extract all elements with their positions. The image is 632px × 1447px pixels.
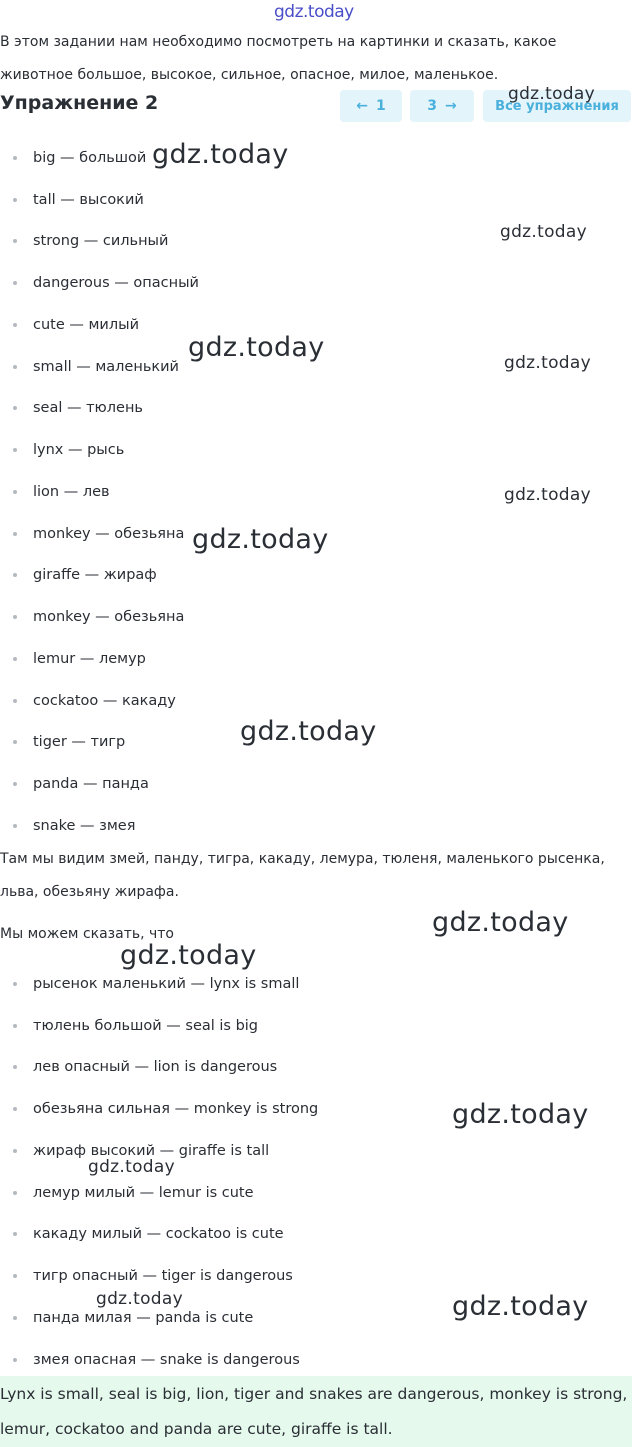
list-item: strong — сильный (0, 221, 620, 263)
list-item: lynx — рысь (0, 429, 620, 471)
bullet-icon (13, 1191, 17, 1195)
list-item: лемур милый — lemur is cute (0, 1172, 620, 1214)
list-item: tiger — тигр (0, 722, 620, 764)
bullet-icon (13, 406, 17, 410)
bullet-icon (13, 156, 17, 160)
site-logo[interactable]: gdz.today (274, 2, 354, 22)
bullet-icon (13, 239, 17, 243)
prev-exercise-button[interactable]: ← 1 (340, 90, 402, 122)
watermark: gdz.today (152, 139, 289, 170)
list-item: small — маленький (0, 346, 620, 388)
watermark: gdz.today (452, 1099, 589, 1130)
list-item: cockatoo — какаду (0, 680, 620, 722)
bullet-icon (13, 490, 17, 494)
list-item: monkey — обезьяна (0, 513, 620, 555)
paragraph-animals-seen: Там мы видим змей, панду, тигра, какаду, лемура, тюленя, маленького рысенка, льва, обезьяну жирафа. (0, 851, 605, 900)
watermark: gdz.today (240, 716, 377, 747)
list-item: тюлень большой — seal is big (0, 1005, 620, 1047)
list-item: панда милая — panda is cute (0, 1297, 620, 1339)
bullet-icon (13, 615, 17, 619)
watermark: gdz.today (508, 84, 595, 104)
list-item: жираф высокий — giraffe is tall (0, 1130, 620, 1172)
bullet-icon (13, 532, 17, 536)
list-item: lemur — лемур (0, 638, 620, 680)
bullet-icon (13, 657, 17, 661)
bullet-icon (13, 740, 17, 744)
all-exercises-button[interactable]: Все упражнения (483, 90, 631, 122)
watermark: gdz.today (500, 222, 587, 242)
list-item: panda — панда (0, 763, 620, 805)
arrow-right-icon: → (445, 98, 457, 114)
list-item: змея опасная — snake is dangerous (0, 1339, 620, 1381)
bullet-icon (13, 365, 17, 369)
bullet-icon (13, 448, 17, 452)
list-item: тигр опасный — tiger is dangerous (0, 1255, 620, 1297)
next-exercise-button[interactable]: 3 → (410, 90, 474, 122)
bullet-icon (13, 323, 17, 327)
bullet-icon (13, 782, 17, 786)
watermark: gdz.today (188, 332, 325, 363)
list-item: рысенок маленький — lynx is small (0, 963, 620, 1005)
bullet-icon (13, 1024, 17, 1028)
bullet-icon (13, 699, 17, 703)
paragraph-we-can-say: Мы можем сказать, что (0, 926, 175, 942)
arrow-left-icon: ← (356, 98, 368, 114)
list-item: обезьяна сильная — monkey is strong (0, 1088, 620, 1130)
bullet-icon (13, 1065, 17, 1069)
bullet-icon (13, 1232, 17, 1236)
watermark: gdz.today (120, 940, 257, 971)
watermark: gdz.today (96, 1289, 183, 1309)
bullet-icon (13, 824, 17, 828)
list-item: lion — лев (0, 471, 620, 513)
exercise-title: Упражнение 2 (0, 92, 159, 114)
bullet-icon (13, 1358, 17, 1362)
watermark: gdz.today (88, 1157, 175, 1177)
bullet-icon (13, 198, 17, 202)
list-item: cute — милый (0, 304, 620, 346)
bullet-icon (13, 281, 17, 285)
bullet-icon (13, 573, 17, 577)
list-item: big — большой (0, 137, 620, 179)
bullet-icon (13, 1274, 17, 1278)
bullet-icon (13, 1316, 17, 1320)
watermark: gdz.today (504, 485, 591, 505)
watermark: gdz.today (452, 1291, 589, 1322)
list-item: tall — высокий (0, 179, 620, 221)
bullet-icon (13, 1107, 17, 1111)
list-item: monkey — обезьяна (0, 596, 620, 638)
list-item: dangerous — опасный (0, 262, 620, 304)
list-item: giraffe — жираф (0, 555, 620, 597)
watermark: gdz.today (432, 907, 569, 938)
watermark: gdz.today (192, 524, 329, 555)
watermark: gdz.today (504, 353, 591, 373)
list-item: лев опасный — lion is dangerous (0, 1047, 620, 1089)
bullet-icon (13, 1149, 17, 1153)
list-item: seal — тюлень (0, 388, 620, 430)
answer-box: Lynx is small, seal is big, lion, tiger and snakes are dangerous, monkey is strong, lemur, cockatoo and panda are cute, giraffe is tall. (0, 1376, 632, 1447)
list-item: snake — змея (0, 805, 620, 847)
bullet-icon (13, 982, 17, 986)
list-item: какаду милый — cockatoo is cute (0, 1214, 620, 1256)
intro-text: В этом задании нам необходимо посмотреть на картинки и сказать, какое животное большое, высокое, сильное, опасное, милое, маленькое. (0, 34, 557, 83)
